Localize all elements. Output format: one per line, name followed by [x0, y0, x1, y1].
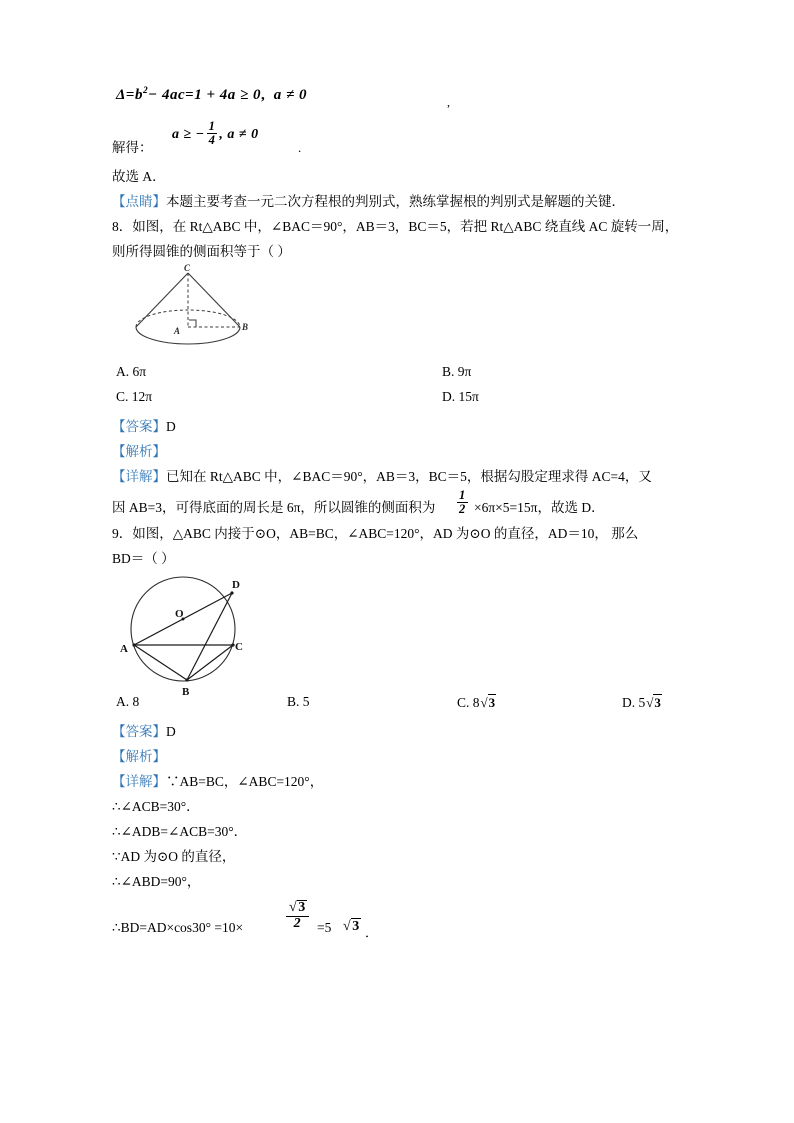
point-a-dot [132, 643, 135, 646]
delta-symbol: Δ [116, 87, 126, 103]
question9-answer-line [112, 719, 692, 744]
discriminant-rhs: 1 + 4a ≥ 0 [194, 87, 261, 103]
option-a-q8-value: 6π [132, 364, 147, 379]
cone-left-slant [136, 273, 188, 327]
formula-trailing-comma: , [447, 95, 450, 109]
question8-options-row1 [112, 364, 692, 389]
option-d-q8[interactable] [442, 389, 479, 405]
question9-detail-line1 [112, 769, 692, 794]
page-content [112, 86, 692, 950]
fraction-one-quarter [207, 120, 218, 147]
option-c-q9-key: C. [457, 695, 470, 710]
question9-detail-line2: ∴∠ACB=30°． [112, 799, 200, 814]
option-d-q9[interactable] [622, 694, 662, 711]
circle-label-o: O [175, 608, 184, 620]
a-greater-equal: a ≥ − [172, 126, 205, 142]
detail-tag-q8: 【详解】 [112, 469, 166, 484]
right-angle-mark [189, 320, 196, 327]
equals-sign-2: = [185, 87, 195, 103]
detail-tag-q9: 【详解】 [112, 774, 166, 789]
half-fraction [457, 489, 468, 516]
sqrt3-numerator [286, 900, 309, 917]
q7-choice-line: 故选 A． [112, 169, 166, 184]
detail-text-q8-line1: 已知在 Rt△ABC 中，∠BAC＝90°，AB＝3，BC＝5，根据勾股定理求得 AC=4，又 [166, 469, 652, 484]
result-radicand: 3 [352, 919, 360, 934]
option-d-q9-key: D. [622, 695, 636, 710]
cone-label-center: A [174, 326, 181, 336]
fraction-numerator: 1 [208, 119, 216, 133]
question9-analysis-tag: 【解析】 [112, 749, 166, 764]
option-c-q9-radicand: 3 [488, 695, 496, 710]
cone-label-apex: C [184, 264, 191, 273]
solution-period: . [298, 140, 302, 155]
option-c-q9[interactable] [457, 694, 496, 711]
formula-comma: , [260, 87, 266, 103]
answer-value-q9: D [166, 724, 176, 739]
sqrt3-radicand: 3 [298, 900, 306, 915]
option-d-q9-radical: √3 [646, 695, 661, 710]
half-denominator: 2 [459, 502, 466, 517]
discriminant-formula-row [112, 86, 692, 116]
sqrt3-half-fraction [286, 900, 309, 931]
option-a-q8-key: A. [116, 364, 130, 379]
b-term: b [134, 87, 143, 103]
option-d-q8-value: 15π [458, 389, 479, 404]
question8-stem-line1 [112, 214, 692, 239]
option-a-q9-key: A. [116, 694, 130, 709]
cone-figure-wrap [112, 264, 692, 364]
sqrt3-denominator: 2 [293, 915, 302, 931]
b-exponent: 2 [142, 86, 149, 96]
solve-result-row [112, 116, 692, 164]
question8-stem-line2: 则所得圆锥的侧面积等于（ ） [112, 244, 291, 259]
cone-label-rim: B [242, 322, 249, 332]
insight-tag: 【点睛】 [112, 194, 166, 209]
option-d-q9-value: 5 [638, 695, 646, 710]
question8-detail-line2 [112, 489, 692, 521]
point-b-dot [185, 678, 188, 681]
question9-number: 9． [112, 526, 133, 541]
chord-cb [187, 645, 233, 680]
option-d-q8-key: D. [442, 389, 456, 404]
option-d-q9-radicand: 3 [654, 695, 661, 710]
answer-value-q8: D [166, 419, 176, 434]
question8-answer-line [112, 414, 692, 439]
question8-stem-text1: 如图，在 Rt△ABC 中，∠BAC＝90°，AB＝3，BC＝5，若把 Rt△ABC 绕直线 AC 旋转一周， [132, 219, 679, 234]
option-a-q9[interactable] [116, 694, 139, 710]
half-numerator: 1 [459, 488, 466, 502]
a-nonzero-condition: a ≠ 0 [273, 87, 307, 103]
question9-stem-line2: BD＝（ ） [112, 551, 175, 566]
a-nonzero-rest: , a ≠ 0 [219, 126, 259, 142]
option-a-q9-value: 8 [132, 694, 140, 709]
option-c-q8[interactable] [116, 389, 152, 405]
cone-base-front-arc [136, 327, 240, 344]
cone-figure [120, 264, 270, 364]
answer-tag-q8: 【答案】 [112, 419, 166, 434]
detail-text-q9-line6a: ∴BD=AD×cos30° =10× [112, 920, 244, 935]
answer-tag-q9: 【答案】 [112, 724, 166, 739]
circle-label-a: A [120, 643, 128, 655]
result-sqrt3 [342, 918, 361, 935]
fraction-sqrt3-over-2 [284, 900, 311, 931]
result-radical-icon: √3 [343, 919, 360, 934]
detail-text-q9-line6c: ． [365, 925, 379, 940]
minus-4ac-term: − 4ac [148, 87, 186, 103]
option-b-q8-key: B. [442, 364, 455, 379]
fraction-one-half [455, 489, 470, 516]
option-b-q9-value: 5 [302, 694, 310, 709]
chord-ab [134, 645, 187, 680]
sqrt3-radical-icon: √3 [289, 900, 306, 915]
question9-detail-line3: ∴∠ADB=∠ACB=30°． [112, 824, 248, 839]
option-b-q9[interactable] [287, 694, 310, 710]
fraction-denominator: 4 [208, 133, 216, 148]
circle-label-c: C [235, 641, 243, 653]
circle-label-b: B [182, 686, 190, 697]
option-b-q8[interactable] [442, 364, 471, 380]
circle-figure-wrap [112, 571, 692, 697]
discriminant-formula [116, 86, 307, 104]
point-d-dot [230, 591, 233, 594]
option-a-q8[interactable] [116, 364, 146, 380]
option-c-q8-value: 12π [131, 389, 153, 404]
solution-inequality [172, 120, 259, 147]
question8-detail-line1 [112, 464, 692, 489]
question8-number: 8． [112, 219, 133, 234]
insight-text: 本题主要考查一元二次方程根的判别式，熟练掌握根的判别式是解题的关键． [166, 194, 625, 209]
option-b-q9-key: B. [287, 694, 300, 709]
chord-db [187, 593, 232, 680]
question9-detail-line6 [112, 900, 692, 950]
circle-figure [120, 574, 270, 697]
question8-analysis-tag: 【解析】 [112, 444, 166, 459]
question9-options-row [112, 694, 692, 719]
question9-detail-line5: ∴∠ABD=90°， [112, 874, 201, 889]
q7-insight-line [112, 189, 692, 214]
detail-text-q9-line6b: =5 [317, 920, 332, 935]
option-c-q9-value: 8 [472, 695, 480, 710]
question9-detail-line4: ∵AD 为⊙O 的直径， [112, 849, 236, 864]
solve-label: 解得： [112, 140, 153, 155]
detail-text-q8-line2b: ×6π×5=15π，故选 D． [474, 500, 605, 515]
circle-label-d: D [232, 579, 240, 591]
cone-right-slant [188, 273, 240, 327]
detail-text-q9-line1: ∵AB=BC，∠ABC=120°， [166, 774, 324, 789]
question8-options-row2 [112, 389, 692, 414]
equals-sign-1: = [125, 87, 135, 103]
option-c-q9-radical: √3 [480, 695, 496, 710]
detail-text-q8-line2a: 因 AB=3，可得底面的周长是 6π，所以圆锥的侧面积为 [112, 500, 436, 515]
question9-stem-line1 [112, 521, 692, 546]
option-b-q8-value: 9π [457, 364, 472, 379]
option-c-q8-key: C. [116, 389, 129, 404]
circle-outline [131, 577, 235, 681]
question9-stem-text1: 如图，△ABC 内接于⊙O，AB=BC，∠ABC=120°，AD 为⊙O 的直径，AD＝10， 那么 [132, 526, 639, 541]
